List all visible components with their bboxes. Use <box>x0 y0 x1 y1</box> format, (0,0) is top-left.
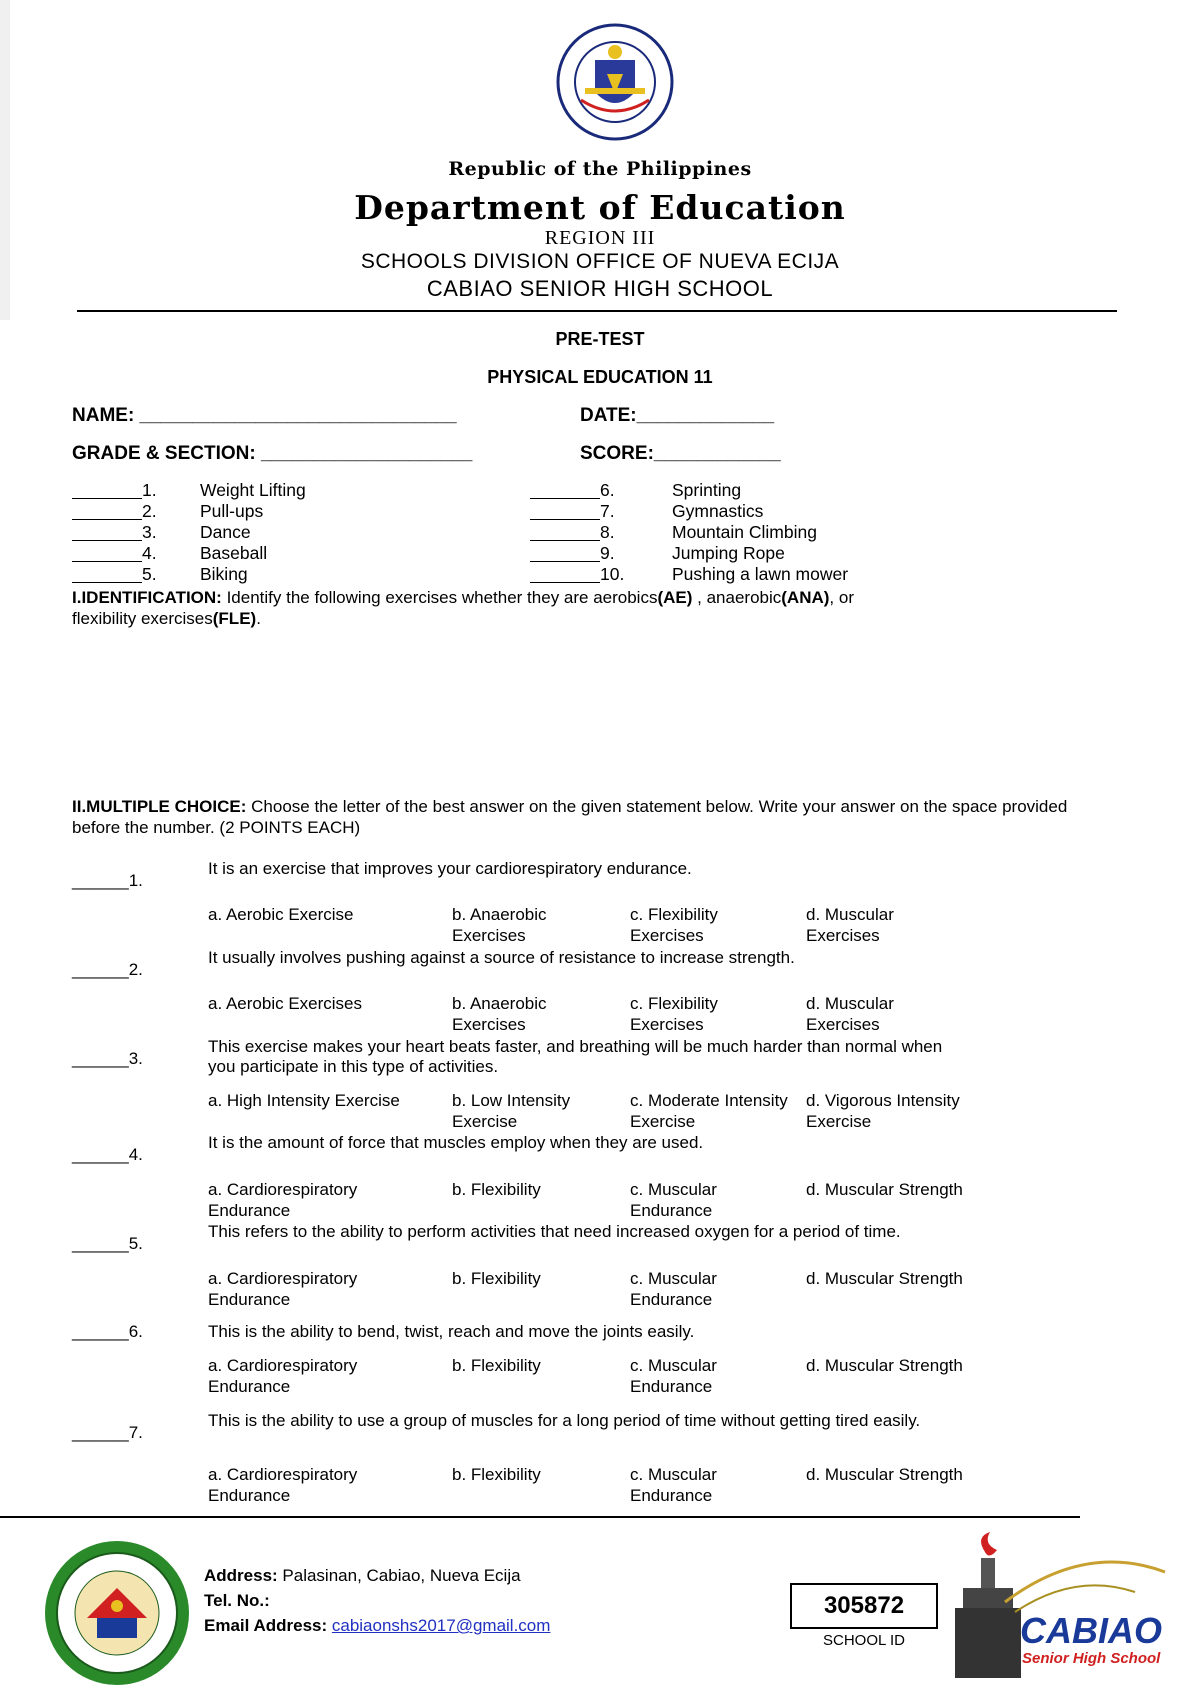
deped-seal-icon <box>555 22 675 142</box>
option-d: d. Muscular Strength <box>806 1269 963 1288</box>
option-c: c. Muscular Endurance <box>630 1465 717 1505</box>
option-c: c. Flexibility Exercises <box>630 905 718 945</box>
option-b: b. Anaerobic Exercises <box>452 905 547 945</box>
grade-section-field[interactable]: GRADE & SECTION: ____________________ <box>72 443 473 464</box>
school-heading: CABIAO SENIOR HIGH SCHOOL <box>426 276 774 301</box>
answer-blank[interactable] <box>72 561 142 562</box>
test-title: PRE-TEST <box>555 329 645 349</box>
option-d: d. Muscular Exercises <box>806 994 894 1034</box>
section2-heading: II.MULTIPLE CHOICE: <box>72 797 247 816</box>
address-value: Palasinan, Cabiao, Nueva Ecija <box>277 1566 521 1585</box>
answer-blank[interactable] <box>530 540 600 541</box>
id-item-number[interactable]: 1. <box>142 480 157 500</box>
option-b: b. Low Intensity Exercise <box>452 1091 571 1131</box>
id-item-label: Gymnastics <box>672 501 764 521</box>
question-stem: This is the ability to use a group of muscles for a long period of time without getting tired easily. <box>208 1411 921 1430</box>
department-heading: Department of Education <box>354 188 846 227</box>
id-item-label: Weight Lifting <box>200 480 306 500</box>
answer-blank[interactable] <box>72 519 142 520</box>
option-c: c. Muscular Endurance <box>630 1180 717 1220</box>
ana-code: (ANA) <box>781 588 830 607</box>
question-number[interactable]: ______4. <box>72 1145 143 1164</box>
tel-label: Tel. No.: <box>204 1591 270 1610</box>
id-item-label: Jumping Rope <box>672 543 785 563</box>
option-d: d. Muscular Strength <box>806 1465 963 1484</box>
option-d: d. Muscular Exercises <box>806 905 894 945</box>
address-label: Address: <box>204 1566 278 1585</box>
answer-blank[interactable] <box>72 540 142 541</box>
question-number[interactable]: ______3. <box>72 1049 143 1068</box>
option-d: d. Muscular Strength <box>806 1180 963 1199</box>
cabiao-logo-subtext: Senior High School <box>1022 1650 1161 1667</box>
id-item-label: Mountain Climbing <box>672 522 817 542</box>
id-item-number[interactable]: 10. <box>600 564 625 584</box>
question-stem: This refers to the ability to perform activities that need increased oxygen for a period of time. <box>208 1222 901 1241</box>
region-heading: REGION III <box>544 227 656 249</box>
section1-text: Identify the following exercises whether they are aerobics <box>221 588 658 607</box>
question-number[interactable]: ______5. <box>72 1234 143 1253</box>
option-c: c. Moderate Intensity Exercise <box>630 1091 788 1131</box>
footer-email <box>204 1616 550 1636</box>
option-d: d. Muscular Strength <box>806 1356 963 1375</box>
footer-tel <box>204 1591 270 1611</box>
email-link[interactable]: cabiaonshs2017@gmail.com <box>331 1616 551 1635</box>
id-item-label: Pull-ups <box>200 501 264 521</box>
option-c: c. Flexibility Exercises <box>630 994 718 1034</box>
id-item-number[interactable]: 8. <box>600 522 615 542</box>
question-stem: It is the amount of force that muscles employ when they are used. <box>208 1133 704 1152</box>
question-stem: It is an exercise that improves your cardiorespiratory endurance. <box>208 859 692 878</box>
school-id-label: SCHOOL ID <box>823 1632 905 1649</box>
option-b: b. Flexibility <box>452 1180 541 1199</box>
email-label: Email Address: <box>204 1616 328 1635</box>
option-a: a. Aerobic Exercises <box>208 994 363 1013</box>
option-a: a. Aerobic Exercise <box>208 905 354 924</box>
question-number[interactable]: ______6. <box>72 1322 143 1341</box>
id-item-label: Sprinting <box>672 480 742 500</box>
answer-blank[interactable] <box>530 561 600 562</box>
fle-code: (FLE) <box>212 609 257 628</box>
id-item-number[interactable]: 7. <box>600 501 615 521</box>
id-item-label: Pushing a lawn mower <box>672 564 849 584</box>
section2-text: Choose the letter of the best answer on the given statement below. Write your answer on the space provided before the number. (2 POINTS EACH) <box>72 797 1068 837</box>
section1-text: . <box>256 609 261 628</box>
subject-title: PHYSICAL EDUCATION 11 <box>487 367 713 387</box>
question-stem: It usually involves pushing against a source of resistance to increase strength. <box>208 948 795 967</box>
name-field[interactable]: NAME: ______________________________ <box>72 405 457 426</box>
footer-divider <box>0 1516 1080 1518</box>
option-a: a. High Intensity Exercise <box>208 1091 400 1110</box>
question-number[interactable]: ______7. <box>72 1423 143 1442</box>
option-a: a. Cardiorespiratory Endurance <box>208 1269 358 1309</box>
section1-text: , or <box>829 588 854 607</box>
footer-address <box>204 1566 521 1586</box>
id-item-number[interactable]: 4. <box>142 543 157 563</box>
answer-blank[interactable] <box>530 582 600 583</box>
section1-text: , anaerobic <box>692 588 782 607</box>
option-b: b. Anaerobic Exercises <box>452 994 547 1034</box>
option-c: c. Muscular Endurance <box>630 1269 717 1309</box>
id-item-number[interactable]: 9. <box>600 543 615 563</box>
answer-blank[interactable] <box>530 519 600 520</box>
section1-text: flexibility exercises <box>72 609 213 628</box>
school-id-box: 305872 <box>790 1583 938 1629</box>
option-d: d. Vigorous Intensity Exercise <box>806 1091 960 1131</box>
republic-heading: Republic of the Philippines <box>448 158 752 180</box>
question-number[interactable]: ______1. <box>72 871 143 890</box>
option-a: a. Cardiorespiratory Endurance <box>208 1180 358 1220</box>
date-field[interactable]: DATE:_____________ <box>580 405 775 426</box>
id-item-number[interactable]: 6. <box>600 480 615 500</box>
school-seal-left-icon <box>42 1538 192 1688</box>
answer-blank[interactable] <box>530 498 600 499</box>
id-item-number[interactable]: 3. <box>142 522 157 542</box>
id-item-label: Biking <box>200 564 248 584</box>
header-divider <box>77 310 1117 312</box>
option-c: c. Muscular Endurance <box>630 1356 717 1396</box>
option-b: b. Flexibility <box>452 1356 541 1375</box>
score-field[interactable]: SCORE:____________ <box>580 443 781 464</box>
answer-blank[interactable] <box>72 582 142 583</box>
id-item-label: Baseball <box>200 543 268 563</box>
id-item-label: Dance <box>200 522 251 542</box>
id-item-number[interactable]: 5. <box>142 564 157 584</box>
answer-blank[interactable] <box>72 498 142 499</box>
id-item-number[interactable]: 2. <box>142 501 157 521</box>
option-b: b. Flexibility <box>452 1465 541 1484</box>
question-stem: This is the ability to bend, twist, reach and move the joints easily. <box>208 1322 695 1341</box>
section1-instructions <box>72 587 1072 629</box>
question-stem: This exercise makes your heart beats faster, and breathing will be much harder than normal when you participate in this type of activities. <box>208 1037 943 1076</box>
ae-code: (AE) <box>657 588 693 607</box>
question-number[interactable]: ______2. <box>72 960 143 979</box>
option-a: a. Cardiorespiratory Endurance <box>208 1356 358 1396</box>
option-b: b. Flexibility <box>452 1269 541 1288</box>
division-heading: SCHOOLS DIVISION OFFICE OF NUEVA ECIJA <box>360 250 840 273</box>
section1-heading: I.IDENTIFICATION: <box>72 588 222 607</box>
section2-instructions <box>72 796 1082 838</box>
option-a: a. Cardiorespiratory Endurance <box>208 1465 358 1505</box>
cabiao-logo-text: CABIAO <box>1020 1610 1162 1651</box>
